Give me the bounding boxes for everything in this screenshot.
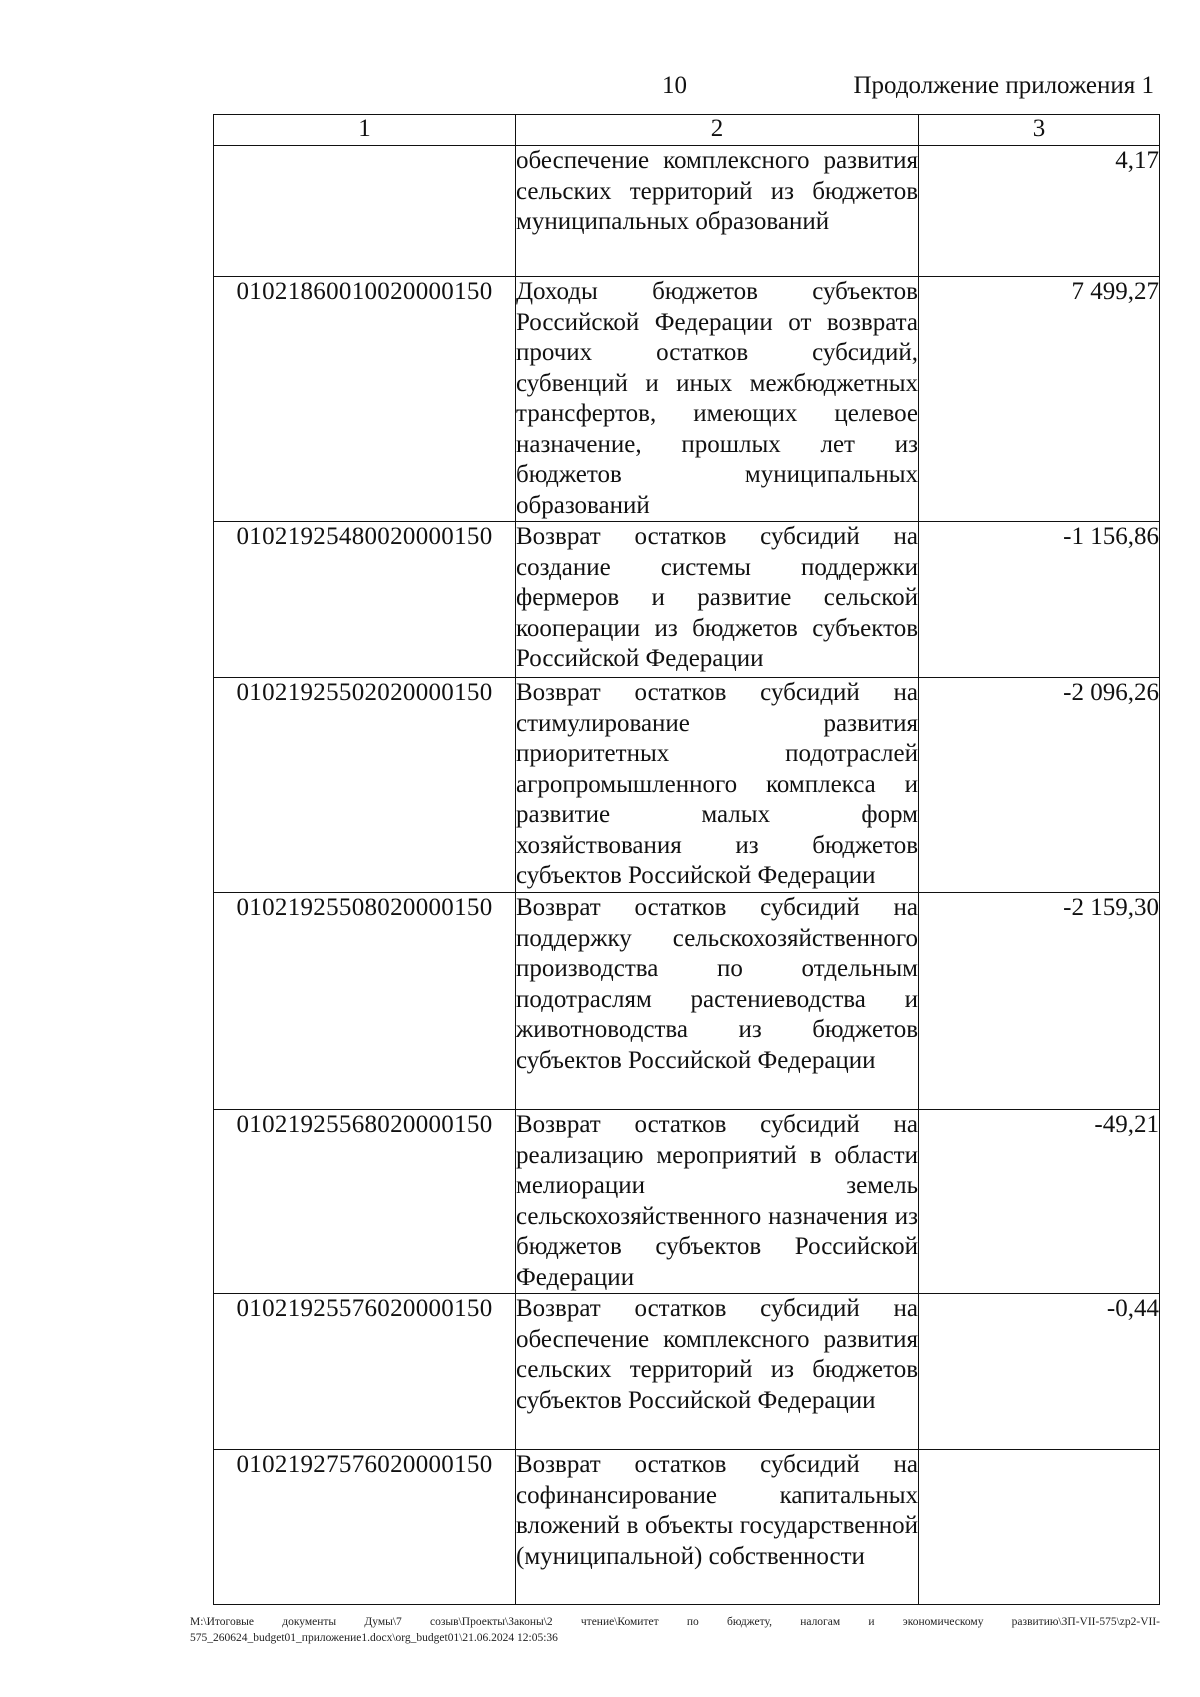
budget-code-cell: 01021927576020000150 bbox=[214, 1450, 516, 1605]
amount-cell: -49,21 bbox=[919, 1110, 1160, 1294]
amount-cell: 4,17 bbox=[919, 146, 1160, 277]
table-row bbox=[214, 522, 1160, 678]
budget-table bbox=[213, 114, 1160, 1605]
income-name-cell: Возврат остатков субсидий на поддержку сельскохозяйственного производства по отдельным подотраслям растениеводства и животноводства из бюджетов субъектов Российской Федерации bbox=[516, 893, 919, 1110]
budget-code-cell: 01021925576020000150 bbox=[214, 1294, 516, 1450]
income-name-cell: Возврат остатков субсидий на реализацию мероприятий в области мелиорации земель сельскохозяйственного назначения из бюджетов субъектов Российской Федерации bbox=[516, 1110, 919, 1294]
income-name-cell: Возврат остатков субсидий на стимулирование развития приоритетных подотраслей агропромышленного комплекса и развитие малых форм хозяйствования из бюджетов субъектов Российской Федерации bbox=[516, 678, 919, 893]
table-body bbox=[214, 146, 1160, 1605]
amount-cell: -2 159,30 bbox=[919, 893, 1160, 1110]
income-name-cell: Возврат остатков субсидий на софинансирование капитальных вложений в объекты государственной (муниципальной) собственности bbox=[516, 1450, 919, 1605]
income-name-cell: обеспечение комплексного развития сельских территорий из бюджетов муниципальных образований bbox=[516, 146, 919, 277]
table-header-row bbox=[214, 115, 1160, 146]
table-header bbox=[214, 115, 1160, 146]
column-header-2: 2 bbox=[516, 115, 919, 146]
amount-cell: 7 499,27 bbox=[919, 277, 1160, 522]
income-name-cell: Доходы бюджетов субъектов Российской Федерации от возврата прочих остатков субсидий, субвенций и иных межбюджетных трансфертов, имеющих целевое назначение, прошлых лет из бюджетов муниципальных образований bbox=[516, 277, 919, 522]
table-row bbox=[214, 678, 1160, 893]
amount-cell: -2 096,26 bbox=[919, 678, 1160, 893]
amount-cell bbox=[919, 1450, 1160, 1605]
budget-code-cell: 01021860010020000150 bbox=[214, 277, 516, 522]
document-file-path-footer: М:\Итоговые документы Думы\7 созыв\Проекты\Законы\2 чтение\Комитет по бюджету, налогам и экономическому развитию\ЗП-VII-575\zp2-VII-575_260624_budget01_приложение1.docx\org_budget01\21.06.2024 12:05:36 bbox=[190, 1616, 1160, 1644]
appendix-continuation-title: Продолжение приложения 1 bbox=[853, 72, 1154, 99]
budget-code-cell: 01021925480020000150 bbox=[214, 522, 516, 678]
table-row bbox=[214, 1294, 1160, 1450]
column-header-3: 3 bbox=[919, 115, 1160, 146]
page-number: 10 bbox=[662, 72, 687, 99]
budget-code-cell: 01021925502020000150 bbox=[214, 678, 516, 893]
budget-code-cell: 01021925508020000150 bbox=[214, 893, 516, 1110]
amount-cell: -0,44 bbox=[919, 1294, 1160, 1450]
table-row bbox=[214, 1450, 1160, 1605]
table-row bbox=[214, 1110, 1160, 1294]
income-name-cell: Возврат остатков субсидий на создание системы поддержки фермеров и развитие сельской кооперации из бюджетов субъектов Российской Федерации bbox=[516, 522, 919, 678]
budget-code-cell bbox=[214, 146, 516, 277]
table-row bbox=[214, 893, 1160, 1110]
budget-code-cell: 01021925568020000150 bbox=[214, 1110, 516, 1294]
table-row bbox=[214, 277, 1160, 522]
amount-cell: -1 156,86 bbox=[919, 522, 1160, 678]
income-name-cell: Возврат остатков субсидий на обеспечение комплексного развития сельских территорий из бюджетов субъектов Российской Федерации bbox=[516, 1294, 919, 1450]
column-header-1: 1 bbox=[214, 115, 516, 146]
table-row bbox=[214, 146, 1160, 277]
